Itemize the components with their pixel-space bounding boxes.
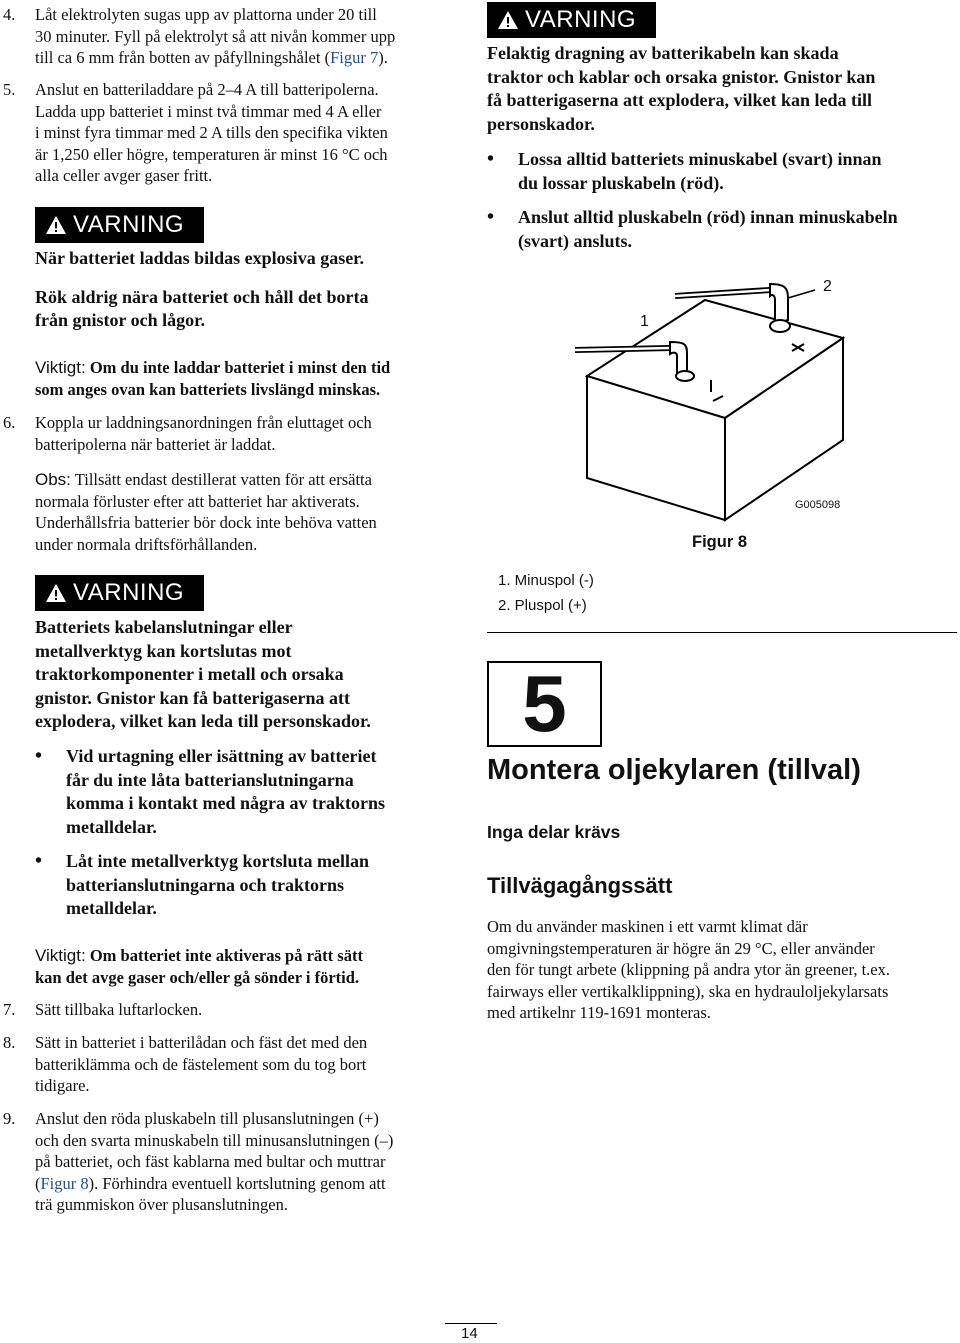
step-text-line: är 1,250 eller högre, temperaturen är minst 16 °C och <box>35 144 388 164</box>
warning-text: När batteriet laddas bildas explosiva gaser. Rök aldrig nära batteriet och håll det borta från gnistor och lågor. <box>35 248 369 330</box>
bullet-icon: • <box>35 850 43 872</box>
section-body: Om du använder maskinen i ett varmt klimat där omgivningstemperaturen är högre än 29 °C, eller använder den för tungt arbete (klippning på andra ytor än greener, t.ex. fairways eller vertikalklippning), ska en hydrauloljekylarsats med artikelnr 119-1691 monteras. <box>487 917 890 1022</box>
step-text-line: till ca 6 mm från botten av påfyllningshålet (Figur 7). <box>35 48 388 67</box>
warning-badge <box>487 2 656 38</box>
battery-figure <box>575 268 865 528</box>
parts-line: Inga delar krävs <box>487 822 621 842</box>
warning-badge <box>35 207 204 243</box>
step-number: 4. <box>3 5 16 24</box>
step-7: 7. Sätt tillbaka luftarlocken. <box>3 1000 203 1019</box>
step-number: 8. <box>3 1033 16 1052</box>
figure-code: G005098 <box>795 499 841 511</box>
warning-bullet: • Anslut alltid pluskabeln (röd) innan minuskabeln (svart) ansluts. <box>487 206 898 251</box>
important-label: Viktigt: <box>35 946 86 965</box>
step-text-line: alla celler avger gaser fritt. <box>35 166 213 185</box>
important-note: Viktigt: Om du inte laddar batteriet i minst den tid som anges ovan kan batteriets livslängd minskas. <box>35 358 391 399</box>
warning-bullet: • Vid urtagning eller isättning av batteriet får du inte låta batterianslutningarna komma i kontakt med några av traktorns metalldelar. <box>35 745 386 837</box>
warning-triangle-icon <box>45 215 67 235</box>
figure-8-link[interactable]: Figur 8 <box>40 1173 89 1193</box>
bullet-icon: • <box>487 206 495 228</box>
step-number: 5. <box>3 80 16 99</box>
procedure-heading: Tillvägagångssätt <box>487 873 673 898</box>
warning-text: Felaktig dragning av batterikabeln kan skada traktor och kablar och orsaka gnistor. Gnistor kan få batterigaserna att explodera, vilket kan leda till personskador. <box>487 43 876 134</box>
warning-label: VARNING <box>73 211 185 238</box>
important-note: Viktigt: Om batteriet inte aktiveras på rätt sätt kan det avge gaser och/eller gå sönder i förtid. <box>35 946 363 987</box>
step-5 <box>3 79 463 187</box>
step-4 <box>3 4 463 69</box>
bullet-icon: • <box>35 745 43 767</box>
warning-text: Batteriets kabelanslutningar eller metallverktyg kan kortslutas mot traktorkomponenter i metall och orsaka gnistor. Gnistor kan få batterigaserna att explodera, vilket kan leda till personskador. <box>35 617 371 731</box>
warning-bullet: • Lossa alltid batteriets minuskabel (svart) innan du lossar pluskabeln (röd). <box>487 148 882 193</box>
step-6: 6. Koppla ur laddningsanordningen från eluttaget och batteripolerna när batteriet är laddat. <box>3 413 372 454</box>
warning-badge <box>35 575 204 611</box>
warning-label: VARNING <box>73 579 185 606</box>
divider <box>487 632 957 633</box>
callout-1: 1 <box>640 313 649 330</box>
callout-leader-2 <box>788 290 815 298</box>
step-number: 5 <box>522 659 567 748</box>
footer-rule <box>445 1323 497 1324</box>
warning-triangle-icon <box>497 10 519 30</box>
callout-2: 2 <box>823 278 832 295</box>
step-number: 6. <box>3 413 16 432</box>
step-text-line: i minst fyra timmar med 2 A tills den specifika vikten <box>35 123 388 142</box>
warning-label: VARNING <box>525 6 637 33</box>
figure-caption: Figur 8 <box>692 533 748 551</box>
legend-item: 2. Pluspol (+) <box>498 597 587 614</box>
section-title: Montera oljekylaren (tillval) <box>487 754 861 786</box>
step-8: 8. Sätt in batteriet i batterilådan och fäst det med den batteriklämma och de fästelement som du tog bort tidigare. <box>3 1033 368 1095</box>
step-number-box <box>487 661 602 747</box>
bullet-icon: • <box>487 148 495 170</box>
page-number: 14 <box>461 1325 478 1342</box>
important-label: Viktigt: <box>35 358 86 377</box>
step-9: 9. Anslut den röda pluskabeln till plusanslutningen (+) och den svarta minuskabeln till minusanslutningen (–) på batteriet, och fäst kablarna med bultar och muttrar (Figur 8). Förhindra eventuell kortslutning genom att trä gummiskon över plusanslutningen. <box>3 1109 394 1214</box>
step-number: 7. <box>3 1000 16 1019</box>
step-text-line: Anslut en batteriladdare på 2–4 A till batteripolerna. <box>35 80 379 99</box>
warning-triangle-icon <box>45 583 67 603</box>
step-text-line: 30 minuter. Fyll på elektrolyt så att nivån kommer upp <box>35 26 396 46</box>
legend-item: 1. Minuspol (-) <box>498 572 594 589</box>
step-text-line: Ladda upp batteriet i minst två timmar med 4 A eller <box>35 101 382 121</box>
note-label: Obs: <box>35 470 71 489</box>
figure-7-link[interactable]: Figur 7 <box>330 48 379 67</box>
warning-bullet: • Låt inte metallverktyg kortsluta mellan batterianslutningarna och traktorns metalldelar. <box>35 850 369 918</box>
step-text-line: Låt elektrolyten sugas upp av plattorna under 20 till <box>35 5 377 24</box>
figure-legend <box>498 568 594 618</box>
note: Obs: Tillsätt endast destillerat vatten för att ersätta normala förluster efter att batteriet har aktiverats. Underhållsfria batterier bör dock inte behöva vatten under normala driftsförhållanden. <box>35 470 377 554</box>
step-number: 9. <box>3 1109 16 1128</box>
